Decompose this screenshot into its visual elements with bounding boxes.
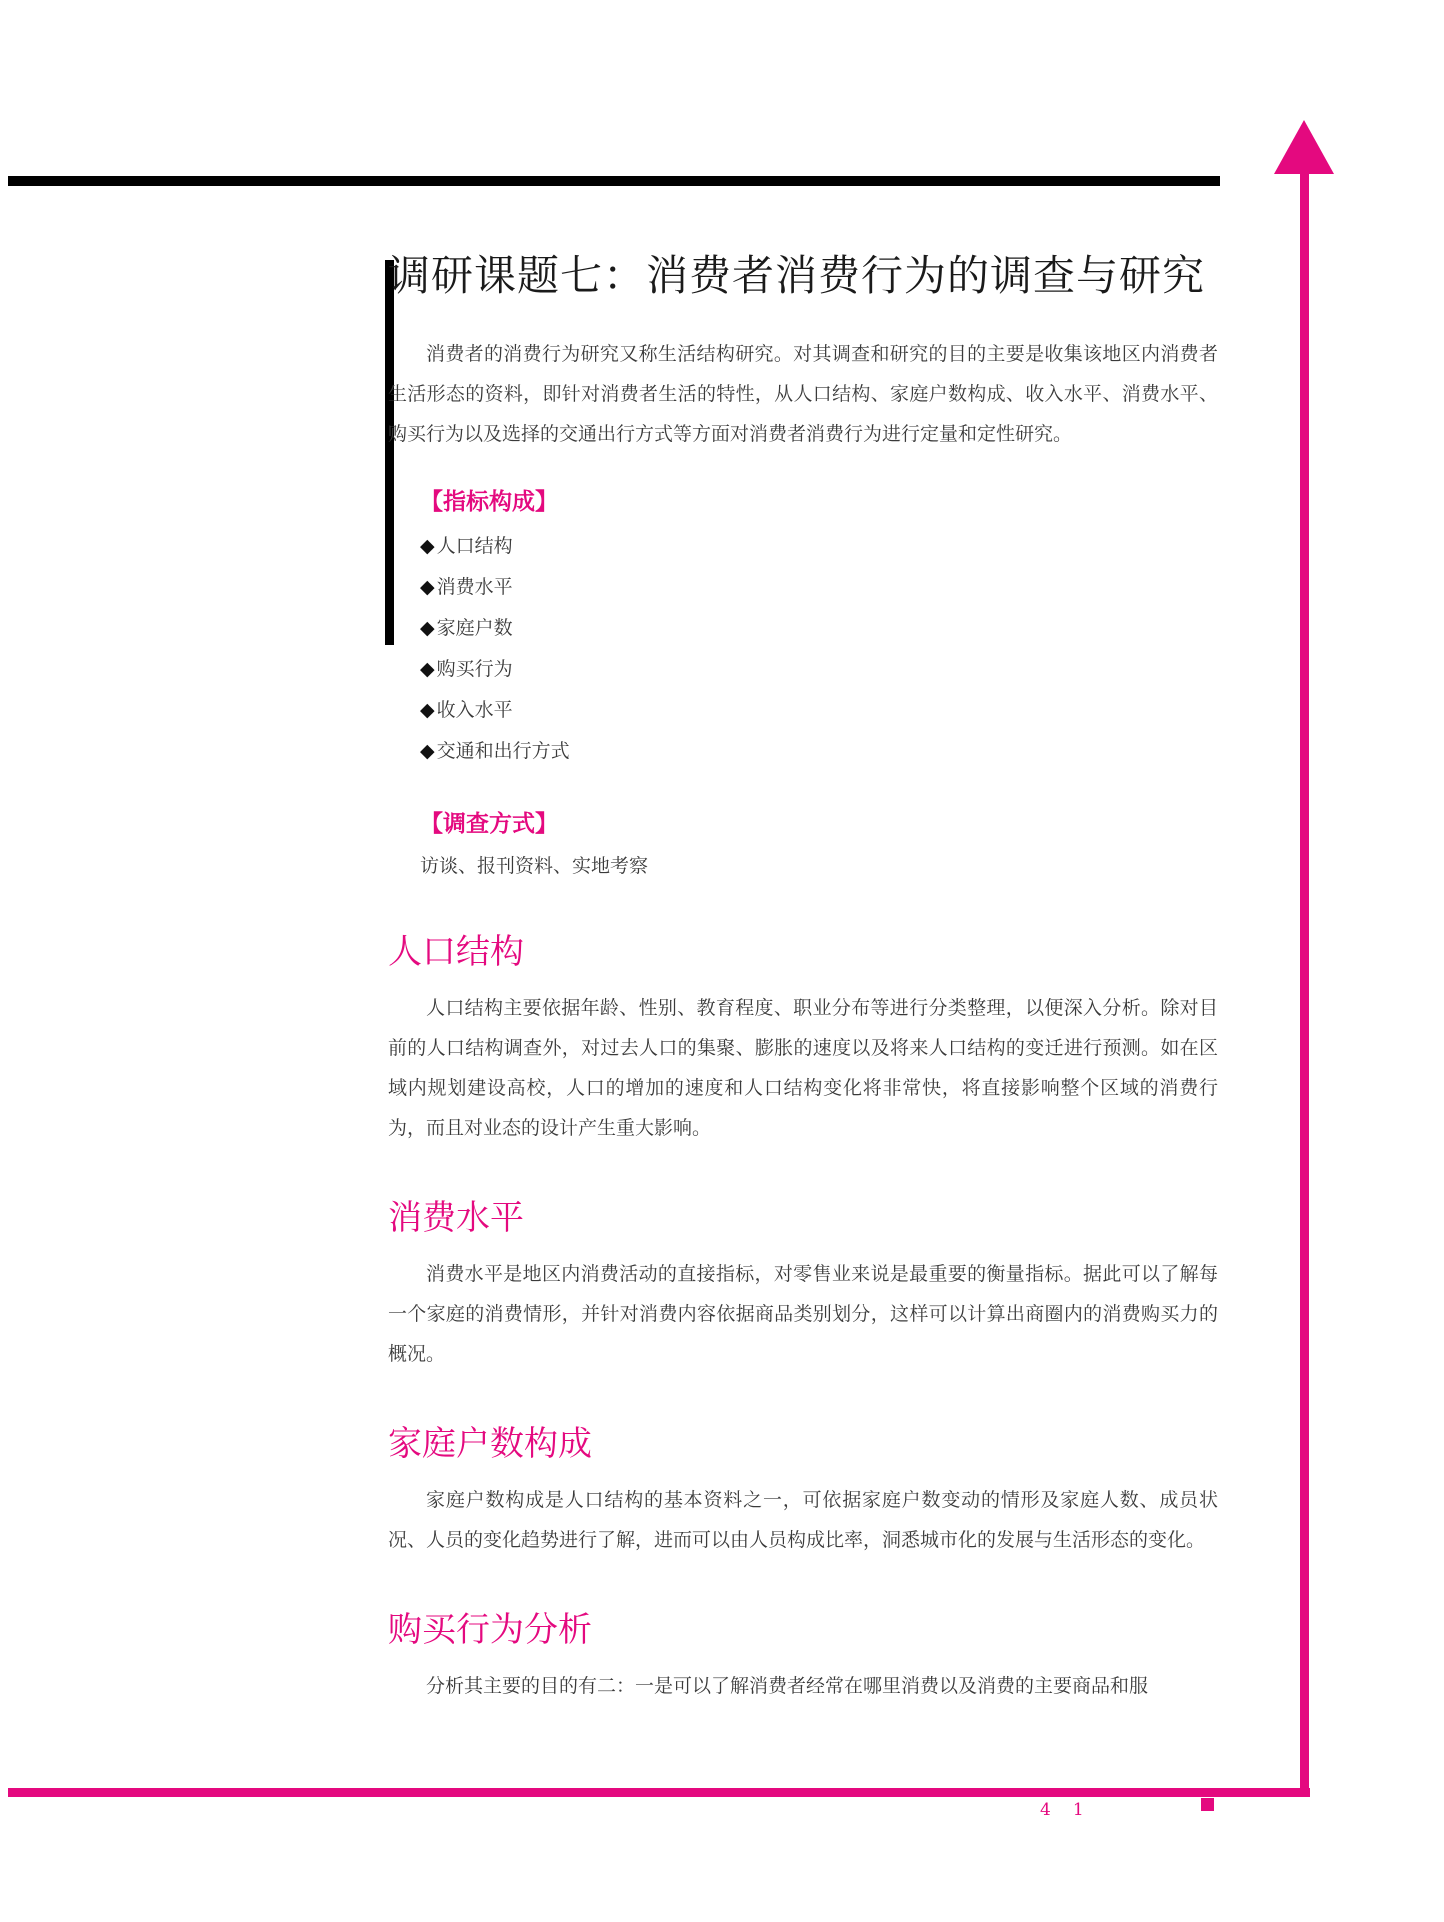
section-heading-household: 家庭户数构成 — [388, 1424, 592, 1464]
diamond-bullet-icon: ◆ — [420, 699, 435, 721]
diamond-bullet-icon: ◆ — [420, 576, 435, 598]
section-body-population: 人口结构主要依据年龄、性别、教育程度、职业分布等进行分类整理，以便深入分析。除对目前的人口结构调查外，对过去人口的集聚、膨胀的速度以及将来人口结构的变迁进行预测。如在区域内规划建设高校，人口的增加的速度和人口结构变化将非常快，将直接影响整个区域的消费行为，而且对业态的设计产生重大影响。 — [388, 997, 1218, 1139]
survey-methods: 访谈、报刊资料、实地考察 — [420, 855, 649, 877]
bottom-rule — [8, 1788, 1310, 1797]
indicator-block — [388, 486, 1218, 882]
indicator-list — [420, 526, 1218, 772]
page-content — [388, 248, 1218, 1706]
list-item-label: 购买行为 — [436, 658, 513, 680]
top-rule — [8, 176, 1220, 186]
indicator-label: 【指标构成】 — [420, 489, 558, 515]
section-body-consumption-level: 消费水平是地区内消费活动的直接指标，对零售业来说是最重要的衡量指标。据此可以了解每一个家庭的消费情形，并针对消费内容依据商品类别划分，这样可以计算出商圈内的消费购买力的概况。 — [388, 1263, 1218, 1365]
list-item — [420, 526, 1218, 567]
section-heading-purchase-behavior: 购买行为分析 — [388, 1610, 592, 1650]
vertical-rule — [1300, 158, 1309, 1797]
list-item-label: 收入水平 — [436, 699, 513, 721]
diamond-bullet-icon: ◆ — [420, 617, 435, 639]
section-body-purchase-behavior: 分析其主要的目的有二：一是可以了解消费者经常在哪里消费以及消费的主要商品和服 — [426, 1675, 1149, 1697]
diamond-bullet-icon: ◆ — [420, 740, 435, 762]
list-item — [420, 690, 1218, 731]
page-number: 41 — [1040, 1800, 1106, 1820]
diamond-bullet-icon: ◆ — [420, 658, 435, 680]
list-item — [420, 731, 1218, 772]
survey-method-label: 【调查方式】 — [420, 811, 558, 837]
section-body-household: 家庭户数构成是人口结构的基本资料之一，可依据家庭户数变动的情形及家庭人数、成员状况、人员的变化趋势进行了解，进而可以由人员构成比率，洞悉城市化的发展与生活形态的变化。 — [388, 1489, 1218, 1551]
intro-paragraph: 消费者的消费行为研究又称生活结构研究。对其调查和研究的目的主要是收集该地区内消费者生活形态的资料，即针对消费者生活的特性，从人口结构、家庭户数构成、收入水平、消费水平、购买行为以及选择的交通出行方式等方面对消费者消费行为进行定量和定性研究。 — [388, 343, 1218, 445]
list-item-label: 消费水平 — [436, 576, 513, 598]
list-item — [420, 608, 1218, 649]
section-heading-population: 人口结构 — [388, 932, 524, 972]
list-item — [420, 567, 1218, 608]
page-title: 调研课题七：消费者消费行为的调查与研究 — [388, 251, 1206, 300]
list-item-label: 交通和出行方式 — [436, 740, 570, 762]
list-item — [420, 649, 1218, 690]
diamond-bullet-icon: ◆ — [420, 535, 435, 557]
section-heading-consumption-level: 消费水平 — [388, 1198, 524, 1238]
list-item-label: 家庭户数 — [436, 617, 513, 639]
square-marker-icon — [1201, 1798, 1214, 1811]
list-item-label: 人口结构 — [436, 535, 513, 557]
